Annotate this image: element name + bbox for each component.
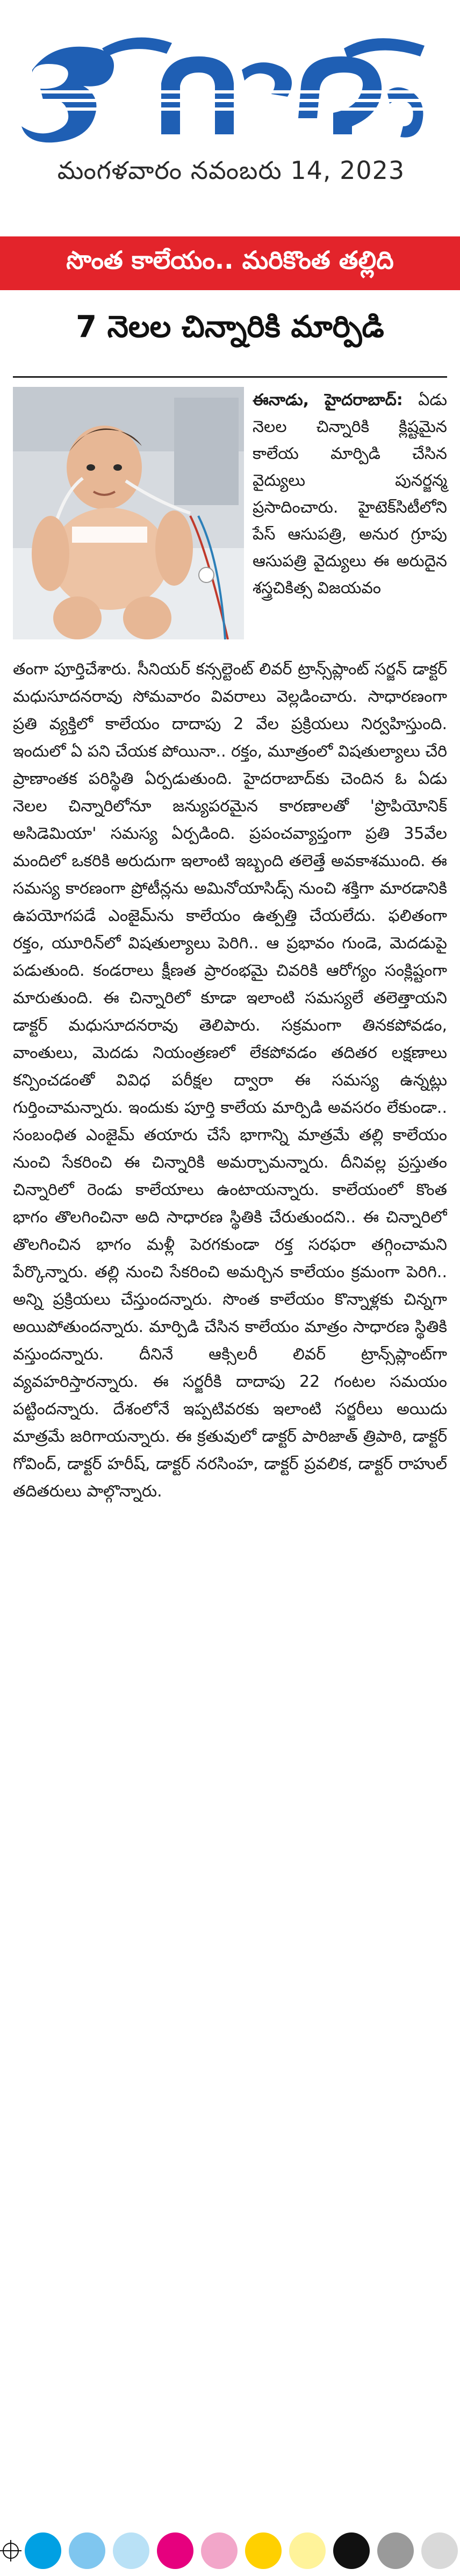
infant-photo-illustration — [13, 387, 244, 639]
masthead — [0, 0, 460, 226]
registration-dot — [333, 2532, 370, 2569]
publication-date: మంగళవారం నవంబరు 14, 2023 — [57, 156, 405, 185]
registration-dot — [69, 2532, 105, 2569]
registration-dot — [25, 2532, 61, 2569]
article-photo — [13, 387, 244, 639]
intro-text: ఏడు నెలల చిన్నారికి క్లిష్టమైన కాలేయ మార్పిడి చేసిన వైద్యులు పునర్జన్మ ప్రసాదించారు. హైటెక్‌సిటీలోని పేస్‌ ఆసుపత్రి, అనుర గ్రూపు ఆసుపత్రి వైద్యులు ఈ అరుదైన శస్త్రచికిత్స విజయవం — [253, 391, 447, 598]
registration-dot — [245, 2532, 282, 2569]
registration-dot — [157, 2532, 193, 2569]
printer-registration-marks — [0, 2525, 460, 2576]
kicker-text: సొంత కాలేయం.. మరికొంత తల్లిది — [66, 246, 394, 275]
kicker-banner — [0, 236, 460, 290]
headline-rule — [13, 376, 447, 378]
article-headline: 7 నెలల చిన్నారికి మార్పిడి — [76, 309, 384, 344]
registration-dot — [377, 2532, 414, 2569]
registration-dot — [201, 2532, 238, 2569]
article-intro — [253, 387, 447, 656]
registration-dot — [421, 2532, 458, 2569]
article-body: తంగా పూర్తిచేశారు. సీనియర్‌ కన్సల్టెంట్‌ లివర్‌ ట్రాన్స్‌ప్లాంట్‌ సర్జన్‌ డాక్టర్‌ మధుసూదనరావు సోమవారం వివరాలు వెల్లడించారు. సాధారణంగా ప్రతి వ్యక్తిలో కాలేయం దాదాపు 2 వేల ప్రక్రియలు నిర్వహిస్తుంది. ఇందులో ఏ పని చేయక పోయినా.. రక్తం, మూత్రంలో విషతుల్యాలు చేరి ప్రాణాంతక పరిస్థితి ఏర్పడుతుంది. హైదరాబాద్‌కు చెందిన ఓ ఏడు నెలల చిన్నారిలోనూ జన్యుపరమైన కారణాలతో 'ప్రొపియోనిక్‌ అసిడెమియా' సమస్య ఏర్పడింది. ప్రపంచవ్యాప్తంగా ప్రతి 35వేల మందిలో ఒకరికి అరుదుగా ఇలాంటి ఇబ్బంది తలెత్తే అవకాశముంది. ఈ సమస్య కారణంగా ప్రోటీన్లను అమినోయాసిడ్స్‌ నుంచి శక్తిగా మారడానికి ఉపయోగపడే ఎంజైమ్‌ను కాలేయం ఉత్పత్తి చేయలేదు. ఫలితంగా రక్తం, యూరిన్‌లో విషతుల్యాలు పెరిగి.. ఆ ప్రభావం గుండె, మెదడుపై పడుతుంది. కండరాలు క్షీణత ప్రారంభమై చివరికి ఆరోగ్యం సంక్లిష్టంగా మారుతుంది. ఈ చిన్నారిలో కూడా ఇలాంటి సమస్యలే తలెత్తాయని డాక్టర్‌ మధుసూదనరావు తెలిపారు. సక్రమంగా తినకపోవడం, వాంతులు, మెదడు నియంత్రణలో లేకపోవడం తదితర లక్షణాలు కన్పించడంతో వివిధ పరీక్షల ద్వారా ఈ సమస్య ఉన్నట్లు గుర్తించామన్నారు. ఇందుకు పూర్తి కాలేయ మార్పిడి అవసరం లేకుండా.. సంబంధిత ఎంజైమ్‌ తయారు చేసే భాగాన్ని మాత్రమే తల్లి కాలేయం నుంచి సేకరించి ఈ చిన్నారికి అమర్చామన్నారు. దీనివల్ల ప్రస్తుతం చిన్నారిలో రెండు కాలేయాలు ఉంటాయన్నారు. కాలేయంలో కొంత భాగం తొలగించినా అది సాధారణ స్థితికి చేరుతుందని.. ఈ చిన్నారిలో తొలగించిన భాగం మళ్లీ పెరగకుండా రక్త సరఫరా తగ్గించామని పేర్కొన్నారు. తల్లి నుంచి సేకరించి అమర్చిన కాలేయం క్రమంగా పెరిగి.. అన్ని ప్రక్రియలు చేస్తుందన్నారు. సొంత కాలేయం కొన్నాళ్లకు చిన్నగా అయిపోతుందన్నారు. మార్పిడి చేసిన కాలేయం మాత్రం సాధారణ స్థితికి వస్తుందన్నారు. దీనినే ఆక్సిలరీ లివర్‌ ట్రాన్స్‌ప్లాంట్‌గా వ్యవహరిస్తారన్నారు. ఈ సర్జరీకి దాదాపు 22 గంటల సమయం పట్టిందన్నారు. దేశంలోనే ఇప్పటివరకు ఇలాంటి సర్జరీలు అయిదు మాత్రమే జరిగాయన్నారు. ఈ క్రతువులో డాక్టర్‌ పారిజాత్‌ త్రిపాఠి, డాక్టర్‌ గోవింద్‌, డాక్టర్‌ హరీష్‌, డాక్టర్‌ నరసింహ, డాక్టర్‌ ప్రవలిక, డాక్టర్‌ రాహుల్‌ తదితరులు పాల్గొన్నారు. — [13, 660, 447, 1501]
registration-dot — [113, 2532, 149, 2569]
eenadu-logo — [21, 32, 441, 145]
registration-dot — [289, 2532, 326, 2569]
article-byline: ఈనాడు, హైదరాబాద్‌: — [253, 391, 403, 409]
